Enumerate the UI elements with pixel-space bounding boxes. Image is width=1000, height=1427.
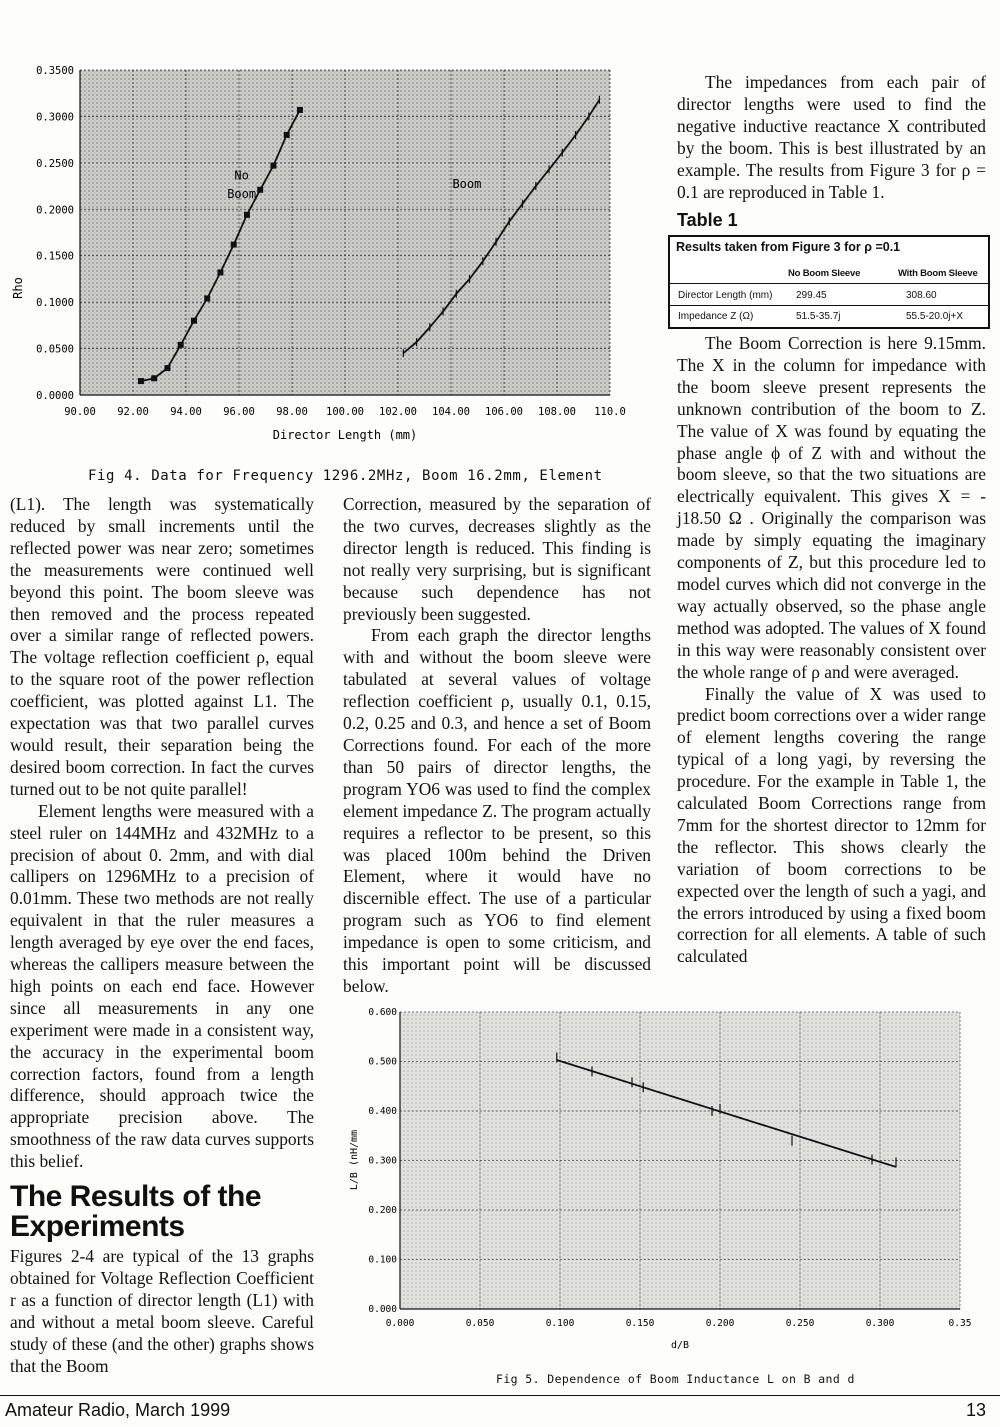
column-1-bottom (10, 1246, 314, 1377)
col2-paragraph-2: From each graph the director lengths with and without the boom sleeve were tabulated at several values of voltage reflection coefficient ρ, usually 0.1, 0.15, 0.2, 0.25 and 0.3, and hence a set of Boom Corrections found. For each of the more than 50 pairs of director lengths, the program YO6 was used to find the complex element impedance Z. The program actually requires a reflector to be present, so this was placed 100m behind the Driven Element, where it would have no discernible effect. The use of a particular program such as YO6 to find element impedance is open to some criticism, and this important point will be discussed below. (343, 625, 651, 996)
table-1-col-header-with-boom: With Boom Sleeve (898, 268, 978, 279)
col3-paragraph-2: The Boom Correction is here 9.15mm. The X in the column for impedance with the boom sleeve present represents the unknown contribution of the boom to Z. The value of X was found by equating the phase angle ϕ of Z with and without the boom sleeve, so that the two situations are electrically equivalent. This gives X = -j18.50 Ω . Originally the comparison was made by simply equating the imaginary components of Z, but this procedure led to model curves which did not converge in the way actually observed, so the phase angle method was adopted. The values of X found in this way were reasonably consistent over the whole range of ρ and were averaged. (677, 333, 986, 682)
fig5-y-tick-label: 0.600 (368, 1007, 397, 1018)
fig4-x-tick-label: 104.00 (432, 406, 470, 418)
fig4-data-point (244, 212, 250, 218)
fig4-annotation: No (234, 168, 249, 183)
column-1 (10, 494, 314, 1173)
fig4-data-point (270, 163, 276, 169)
fig4-data-point (191, 318, 197, 324)
fig4-y-tick-label: 0.2000 (36, 204, 74, 217)
col3-paragraph-1: The impedances from each pair of director lengths were used to find the negative inductive reactance X contributed by the boom. This is best illustrated by an example. The results from Figure 3 for ρ = 0.1 are reproduced in Table 1. (677, 72, 986, 202)
fig5-x-tick-label: 0.35 (948, 1318, 972, 1329)
fig4-x-tick-label: 92.00 (117, 406, 149, 418)
fig4-data-point (178, 342, 184, 348)
fig4-data-point (164, 365, 170, 371)
fig4-data-point (138, 378, 144, 384)
fig5-y-tick-label: 0.000 (368, 1304, 397, 1315)
fig5-y-tick-label: 0.100 (368, 1254, 397, 1266)
fig4-x-tick-label: 102.00 (379, 406, 417, 418)
table-1-row-2-label: Impedance Z (Ω) (678, 311, 754, 322)
fig4-y-tick-label: 0.1500 (36, 250, 74, 263)
fig4-x-tick-label: 96.00 (223, 406, 255, 418)
fig4-chart (0, 58, 680, 458)
section-heading (10, 1182, 261, 1242)
fig4-y-axis-label: Rho (11, 277, 25, 299)
fig4-x-tick-label: 100.00 (326, 406, 364, 418)
table-1-row-1-label: Director Length (mm) (678, 290, 773, 301)
table-1-col-header-no-boom: No Boom Sleeve (788, 268, 861, 279)
fig5-x-tick-label: 0.000 (385, 1318, 415, 1329)
fig4-x-tick-label: 106.00 (485, 406, 523, 418)
fig5-x-tick-label: 0.250 (785, 1318, 815, 1329)
fig4-y-tick-label: 0.1000 (36, 297, 74, 310)
col3-paragraph-3: Finally the value of X was used to predict boom corrections over a wider range of element lengths covering the range typical of a long yagi, by reversing the procedure. For the example in Table 1, the calculated Boom Corrections range from 7mm for the shortest director to 12mm for the reflector. This shows clearly the variation of boom corrections to be expected over the length of such a yagi, and the errors introduced by using a fixed boom correction for all elements. A table of such calculated (677, 683, 986, 967)
col2-paragraph-1: Correction, measured by the separation of the two curves, decreases slightly as the director length is reduced. This finding is not really very surprising, but is significant because such dependence has not previously been suggested. (343, 494, 651, 624)
fig5-x-tick-label: 0.100 (545, 1318, 575, 1329)
fig4-y-tick-label: 0.2500 (36, 157, 74, 170)
table-1-heading: Results taken from Figure 3 for ρ =0.1 (676, 240, 901, 254)
footer-publication: Amateur Radio, March 1999 (5, 1400, 231, 1420)
fig5-x-tick-label: 0.150 (625, 1318, 655, 1329)
fig4-x-tick-label: 98.00 (276, 406, 308, 418)
fig5-chart (335, 998, 985, 1368)
table-1 (668, 235, 990, 329)
fig5-x-tick-label: 0.300 (865, 1318, 895, 1329)
column-2 (343, 494, 651, 998)
column-3 (677, 333, 986, 968)
fig5-y-tick-label: 0.200 (368, 1205, 397, 1216)
fig4-y-tick-label: 0.0000 (36, 390, 74, 402)
fig5-caption: Fig 5. Dependence of Boom Inductance L on B and d (496, 1372, 855, 1386)
fig4-data-point (151, 375, 157, 381)
fig4-data-point (284, 132, 290, 138)
table-1-row-1-with-boom: 308.60 (906, 290, 937, 301)
fig5-y-tick-label: 0.300 (368, 1155, 397, 1167)
col1-paragraph-1: (L1). The length was systematically reduced by small increments until the reflected power was near zero; sometimes the measurements were continued well beyond this point. The boom sleeve was then removed and the process repeated over a similar range of reflected powers. The voltage reflection coefficient ρ, equal to the square root of the power reflection coefficient, was plotted against L1. The expectation was that two parallel curves would result, their separation being the desired boom correction. In fact the curves turned out to be not quite parallel! (10, 494, 314, 799)
col1-paragraph-3: Figures 2-4 are typical of the 13 graphs obtained for Voltage Reflection Coefficient r as a function of director length (L1) with and without a metal boom sleeve. Careful study of these (and the other) graphs shows that the Boom (10, 1246, 314, 1376)
table-1-row-2-no-boom: 51.5-35.7j (796, 311, 841, 322)
fig4-y-tick-label: 0.3000 (36, 111, 74, 124)
fig4-data-point (204, 295, 210, 301)
table-1-row-1-no-boom: 299.45 (796, 290, 827, 301)
fig5-y-axis-label: L/B (nH/mm (349, 1129, 360, 1191)
table-1-title: Table 1 (677, 210, 738, 230)
fig5-x-axis-label: d/B (670, 1340, 690, 1351)
fig4-annotation: Boom (452, 176, 482, 191)
fig4-x-tick-label: 108.00 (538, 406, 576, 418)
fig4-x-axis-label: Director Length (mm) (272, 428, 418, 442)
fig5-x-tick-label: 0.200 (705, 1318, 735, 1329)
section-heading-line-2: Experiments (10, 1210, 185, 1243)
page-number: 13 (965, 1400, 986, 1420)
fig5-x-tick-label: 0.050 (465, 1318, 495, 1329)
fig4-x-tick-label: 110.0 (594, 406, 626, 418)
footer-rule (0, 1395, 1000, 1396)
fig4-annotation: Boom (227, 187, 257, 202)
fig4-data-point (297, 107, 303, 113)
fig4-x-tick-label: 94.00 (170, 406, 202, 418)
section-heading-line-1: The Results of the (10, 1180, 262, 1213)
fig4-data-point (217, 269, 223, 275)
col1-paragraph-2: Element lengths were measured with a steel ruler on 144MHz and 432MHz to a precision of about 0. 2mm, and with dial callipers on 1296MHz to a precision of 0.01mm. These two methods are not really equivalent in that the ruler measures a length averaged by eye over the end faces, whereas the callipers measure between the high points on each end face. However since all measurements in any one experiment were made in a consistent way, the accuracy in the experimental boom correction factors, found from a length difference, should approach twice the appropriate precision above. The smoothness of the raw data curves supports this belief. (10, 800, 314, 1172)
fig4-data-point (231, 242, 237, 248)
column-3-top (677, 72, 986, 203)
fig5-y-tick-label: 0.400 (368, 1106, 397, 1117)
fig4-caption: Fig 4. Data for Frequency 1296.2MHz, Boom 16.2mm, Element (88, 468, 603, 484)
table-1-row-2-with-boom: 55.5-20.0j+X (906, 311, 963, 322)
fig4-x-tick-label: 90.00 (64, 406, 96, 418)
fig4-y-tick-label: 0.0500 (36, 343, 74, 356)
fig4-y-tick-label: 0.3500 (36, 65, 74, 77)
fig4-data-point (257, 187, 263, 193)
fig5-y-tick-label: 0.500 (368, 1056, 397, 1068)
